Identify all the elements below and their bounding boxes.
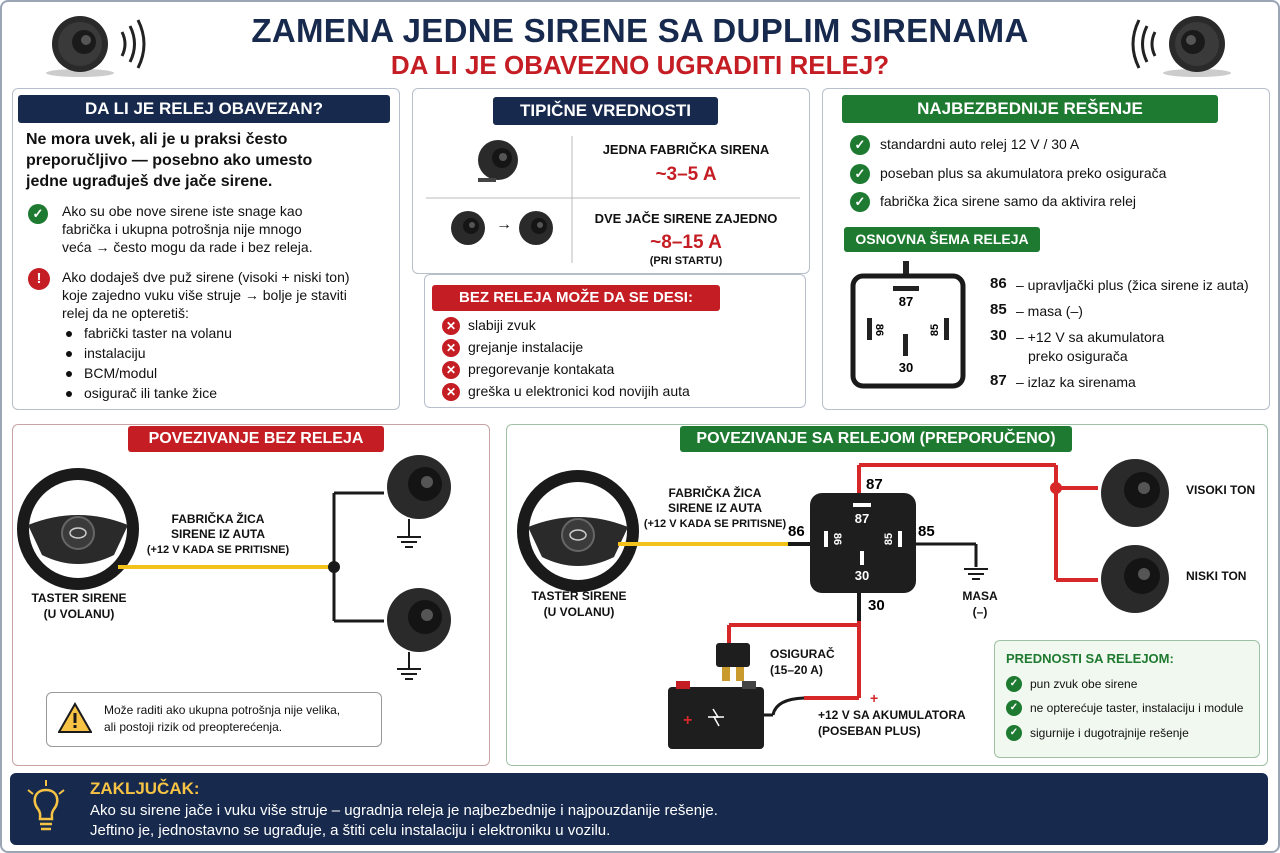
relay-wire-label-3: (+12 V KADA SE PRITISNE)	[643, 518, 787, 530]
advantage-item: ne opterećuje taster, instalaciju i module	[1030, 701, 1244, 715]
warning-circle-icon: !	[28, 268, 50, 290]
relay-pin-85-outer: 85	[918, 523, 935, 540]
x-icon: ✕	[442, 317, 460, 335]
wire-label-2: SIRENE IZ AUTA	[170, 527, 265, 541]
battery-icon	[668, 681, 764, 749]
relay-pin-30-outer: 30	[868, 597, 885, 614]
safe-item: fabrička žica sirene samo da aktivira relej	[880, 193, 1136, 209]
pin-85-label: 85	[929, 323, 941, 337]
relay-pin-85-inner: 85	[883, 532, 895, 546]
panel-wiring-with-relay-heading: POVEZIVANJE SA RELEJOM (PREPORUČENO)	[680, 426, 1072, 452]
relay-pin-30-inner: 30	[854, 568, 870, 583]
lightbulb-icon	[24, 778, 68, 836]
row2-note: (PRI STARTU)	[649, 255, 723, 267]
relay-pin-87-outer: 87	[866, 476, 883, 493]
ground-icon	[397, 652, 421, 679]
legend-text: – +12 V sa akumulatora	[1016, 329, 1165, 345]
steering-wheel-icon	[23, 474, 133, 584]
battery-label-2: (POSEBAN PLUS)	[818, 724, 921, 738]
horn-icon	[1101, 459, 1169, 527]
steering-wheel-icon	[523, 476, 633, 586]
warn-line-3: relej da ne opteretiš:	[62, 305, 189, 321]
relay-button-label-1: TASTER SIRENE	[531, 589, 627, 603]
horn-icon	[387, 588, 451, 652]
conclusion-line-2: Jeftino je, jednostavno se ugrađuje, a štiti celu instalaciju i elektroniku u vozilu.	[90, 822, 611, 839]
relay-pinout-diagram	[845, 258, 970, 393]
safe-item: standardni auto relej 12 V / 30 A	[880, 136, 1080, 152]
panel-wiring-without-relay-heading: POVEZIVANJE BEZ RELEJA	[128, 426, 384, 452]
risk-item: pregorevanje kontakata	[468, 361, 615, 377]
wire-label-1: FABRIČKA ŽICA	[171, 512, 265, 526]
check-icon: ✓	[1006, 725, 1022, 741]
fuse-icon	[716, 643, 750, 681]
low-tone-label: NISKI TON	[1186, 569, 1247, 583]
check-icon: ✓	[850, 192, 870, 212]
horn-icon	[1101, 545, 1169, 613]
safe-item: poseban plus sa akumulatora preko osigurača	[880, 165, 1167, 181]
advantage-item: sigurnije i dugotrajnije rešenje	[1030, 726, 1189, 740]
relay-pin-86-inner: 86	[831, 532, 843, 546]
bullet-item: fabrički taster na volanu	[84, 325, 232, 341]
x-icon: ✕	[442, 383, 460, 401]
risk-item: greška u elektronici kod novijih auta	[468, 383, 690, 399]
ok-line-2: fabrička i ukupna potrošnja nije mnogo	[62, 221, 302, 237]
svg-text:+: +	[870, 690, 879, 706]
relay-wire-label-1: FABRIČKA ŽICA	[668, 486, 762, 500]
horn-icon	[387, 455, 451, 519]
relay-wire-label-2: SIRENE IZ AUTA	[667, 501, 762, 515]
svg-text:+: +	[683, 712, 693, 729]
row1-label: JEDNA FABRIČKA SIRENA	[602, 142, 770, 157]
legend-text: – masa (–)	[1016, 303, 1083, 319]
button-label-1: TASTER SIRENE	[31, 591, 127, 605]
legend-text-2: preko osigurača	[1028, 348, 1128, 364]
legend-pin: 86	[990, 275, 1007, 292]
row1-value: ~3–5 A	[655, 164, 717, 185]
risk-item: grejanje instalacije	[468, 339, 584, 355]
legend-pin: 87	[990, 372, 1007, 389]
page-title: ZAMENA JEDNE SIRENE SA DUPLIM SIRENAMA	[251, 12, 1029, 49]
check-icon: ✓	[850, 135, 870, 155]
risk-item: slabiji zvuk	[468, 317, 536, 333]
arrow-icon: →	[496, 216, 512, 233]
relay-pin-86-outer: 86	[788, 523, 805, 540]
ok-line-3: veća → često mogu da rade i bez releja.	[62, 239, 313, 255]
x-icon: ✕	[442, 339, 460, 357]
check-icon: ✓	[1006, 676, 1022, 692]
ok-line-1: Ako su obe nove sirene iste snage kao	[62, 203, 303, 219]
check-icon: ✓	[850, 164, 870, 184]
legend-text: – izlaz ka sirenama	[1016, 374, 1136, 390]
page-subtitle: DA LI JE OBAVEZNO UGRADITI RELEJ?	[390, 50, 890, 80]
bullet-icon	[66, 371, 72, 377]
battery-label-1: +12 V SA AKUMULATORA	[818, 708, 966, 722]
panel-safest-solution-heading: NAJBEZBEDNIJE REŠENJE	[842, 95, 1218, 123]
conclusion-heading: ZAKLJUČAK:	[90, 779, 200, 798]
relay-button-label-2: (U VOLANU)	[543, 605, 615, 619]
ground-label-1: MASA	[962, 589, 998, 603]
high-tone-label: VISOKI TON	[1186, 483, 1256, 497]
bullet-item: osigurač ili tanke žice	[84, 385, 218, 401]
ground-icon	[964, 569, 988, 579]
bullet-item: BCM/modul	[84, 365, 158, 381]
relay-scheme-heading: OSNOVNA ŠEMA RELEJA	[844, 227, 1040, 252]
panel-relay-required-heading: DA LI JE RELEJ OBAVEZAN?	[18, 95, 390, 123]
horn-icon	[451, 211, 485, 245]
intro-line-2: preporučljivo — posebno ako umesto	[26, 152, 313, 169]
bullet-item: instalaciju	[84, 345, 146, 361]
legend-pin: 30	[990, 327, 1007, 344]
advantages-heading: PREDNOSTI SA RELEJOM:	[1006, 651, 1174, 666]
ground-label-2: (–)	[972, 605, 988, 619]
wire-label-3: (+12 V KADA SE PRITISNE)	[146, 544, 290, 556]
warning-triangle-icon	[58, 702, 92, 734]
advantage-item: pun zvuk obe sirene	[1030, 677, 1138, 691]
conclusion-line-1: Ako su sirene jače i vuku više struje – ugradnja releja je najbezbednije i najpouzdanije rešenje.	[90, 802, 718, 819]
warn-line-1: Ako dodaješ dve puž sirene (visoki + niski ton)	[62, 269, 350, 285]
pin-87-label: 87	[898, 294, 914, 309]
x-icon: ✕	[442, 361, 460, 379]
bullet-icon	[66, 331, 72, 337]
intro-line-1: Ne mora uvek, ali je u praksi često	[26, 131, 288, 148]
check-icon: ✓	[1006, 700, 1022, 716]
pin-30-label: 30	[898, 360, 914, 375]
warning-line-1: Može raditi ako ukupna potrošnja nije velika,	[104, 703, 341, 717]
button-label-2: (U VOLANU)	[43, 607, 115, 621]
fuse-label-1: OSIGURAČ	[770, 647, 835, 661]
warning-line-2: ali postoji rizik od preopterećenja.	[104, 720, 283, 734]
panel-without-relay-risks-heading: BEZ RELEJA MOŽE DA SE DESI:	[432, 285, 720, 311]
bullet-icon	[66, 351, 72, 357]
bullet-icon	[66, 391, 72, 397]
row2-label: DVE JAČE SIRENE ZAJEDNO	[594, 211, 778, 226]
intro-line-3: jedne ugrađuješ dve jače sirene.	[26, 173, 273, 190]
wiring-without-relay-diagram	[14, 455, 488, 695]
fuse-label-2: (15–20 A)	[770, 663, 823, 677]
panel-typical-values-heading: TIPIČNE VREDNOSTI	[493, 97, 718, 125]
ground-icon	[397, 519, 421, 547]
relay-pin-87-inner: 87	[854, 511, 870, 526]
warn-line-2: koje zajedno vuku više struje → bolje je staviti	[62, 287, 347, 303]
row2-value: ~8–15 A	[650, 232, 722, 253]
horn-icon	[478, 140, 518, 182]
legend-text: – upravljački plus (žica sirene iz auta)	[1016, 277, 1249, 293]
pin-86-label: 86	[873, 323, 885, 337]
check-icon: ✓	[28, 204, 48, 224]
legend-pin: 85	[990, 301, 1007, 318]
horn-icon	[519, 211, 553, 245]
